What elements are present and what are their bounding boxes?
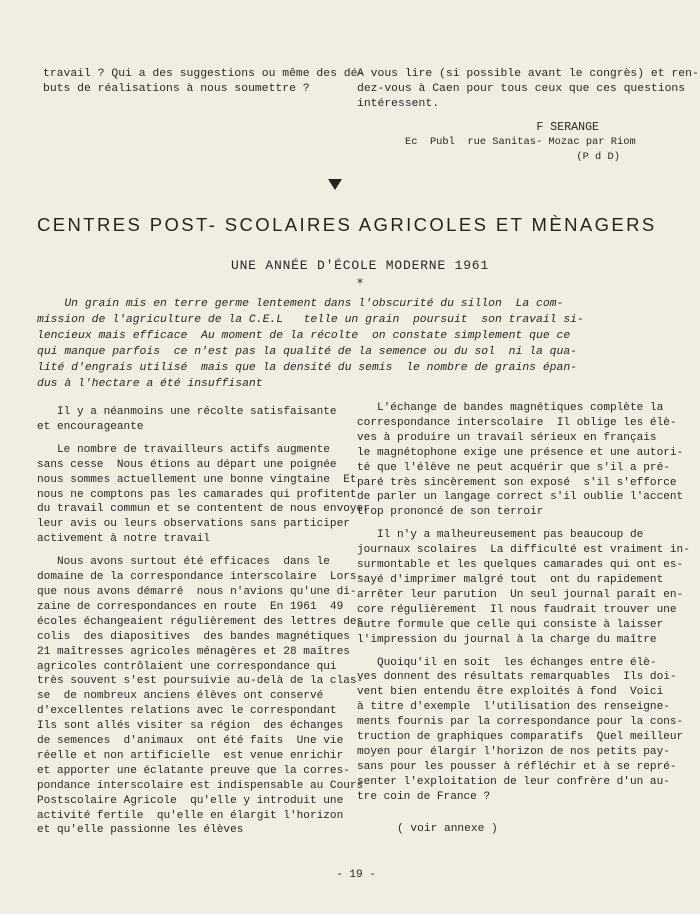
text-line: surmontable et les quelques camarades qui ont es- bbox=[357, 559, 684, 572]
star-separator: * bbox=[357, 276, 363, 290]
text-line: paré très sincèrement son exposé s'il s'efforce bbox=[357, 476, 677, 489]
text-line: domaine de la correspondance interscolaire Lors- bbox=[37, 571, 364, 584]
text-line: Postscolaire Agricole qu'elle y introduit une bbox=[37, 794, 344, 807]
text-line: ves à produire un travail sérieux en français bbox=[357, 431, 657, 444]
paragraph bbox=[37, 405, 347, 435]
text-line: core régulièrement Il nous faudrait trouver une bbox=[357, 603, 677, 616]
text-line: nous ne comptons pas les camarades qui profitent bbox=[37, 488, 357, 501]
text-line: sayé d'imprimer malgré tout ont du rapidement bbox=[357, 573, 664, 586]
text-line: vent bien entendu être exploités à fond Voici bbox=[357, 686, 664, 699]
text-line: trop prononcé de son terroir bbox=[357, 506, 544, 519]
text-line: sans pour les pousser à réfléchir et à se repré- bbox=[357, 760, 677, 773]
text-line: d'excellentes relations avec le correspondant bbox=[37, 705, 337, 718]
text-line: dus à l'hectare a été insuffisant bbox=[37, 378, 263, 391]
text-line: que nous avons démarré nous n'avions qu'une di- bbox=[37, 585, 357, 598]
text-line: lencieux mais efficace Au moment de la récolte on constate simplement que ce bbox=[37, 330, 571, 343]
text-line: Le nombre de travailleurs actifs augmente bbox=[37, 443, 330, 456]
text-line: ves donnent des résultats remarquables Ils doi- bbox=[357, 671, 677, 684]
text-line: moyen pour élargir l'horizon de nos petits pay- bbox=[357, 745, 670, 758]
left-column bbox=[37, 405, 370, 838]
text-line: autre formule que celle qui consiste à laisser bbox=[357, 618, 664, 631]
text-line: Nous avons surtout été efficaces dans le bbox=[37, 556, 330, 569]
signature-block bbox=[405, 120, 665, 165]
text-line: colis des diapositives des bandes magnétiques bbox=[37, 630, 350, 643]
text-line: Il n'y a malheureusement pas beaucoup de bbox=[357, 529, 644, 542]
text-line: nous sommes actuellement une bonne vingtaine Et bbox=[37, 473, 357, 486]
text-line: leur avis ou leurs observations sans participer bbox=[37, 518, 350, 531]
text-line: qui manque parfois ce n'est pas la qualité de la semence ou du sol ni la qua- bbox=[37, 346, 578, 359]
text-line: travail ? Qui a des suggestions ou même des dé- bbox=[43, 68, 365, 80]
text-line: Quoiqu'il en soit les échanges entre élè- bbox=[357, 656, 657, 669]
text-line: Il y a néanmoins une récolte satisfaisante bbox=[37, 406, 337, 418]
text-line: truction de graphiques comparatifs Quel meilleur bbox=[357, 731, 684, 744]
text-line: du travail commun et se contentent de nous envoyer bbox=[37, 503, 370, 516]
paragraph bbox=[357, 401, 684, 520]
paragraph bbox=[357, 656, 684, 805]
right-column bbox=[357, 401, 690, 805]
text-line: très souvent s'est poursuivie au-delà de la clas- bbox=[37, 675, 364, 688]
text-line: écoles échangeaient régulièrement des lettres des bbox=[37, 615, 364, 628]
paragraph bbox=[357, 528, 690, 647]
signature-department: (P d D) bbox=[576, 151, 620, 163]
text-line: activité fertile qu'elle en élargit l'horizon bbox=[37, 809, 344, 822]
text-line: de parler un langage correct s'il oublie l'accent bbox=[357, 491, 684, 504]
text-line: se de nombreux anciens élèves ont conservé bbox=[37, 690, 324, 703]
text-line: lité d'engrais utilisé mais que la densité du semis le nombre de grains épan- bbox=[37, 362, 578, 375]
text-line: 21 maîtresses agricoles ménagères et 28 maîtres bbox=[37, 645, 350, 658]
text-line: sans cesse Nous étions au départ une poignée bbox=[37, 458, 337, 471]
text-line: dez-vous à Caen pour tous ceux que ces questions bbox=[357, 83, 686, 96]
text-line: ments fournis par la correspondance pour la cons- bbox=[357, 716, 684, 729]
text-line: journaux scolaires La difficulté est vraiment in- bbox=[357, 544, 690, 557]
page-number: - 19 - bbox=[336, 869, 376, 881]
paragraph bbox=[37, 443, 370, 547]
text-line: tre coin de France ? bbox=[357, 790, 491, 803]
text-line: té que l'élève ne peut acquérir que s'il a pré- bbox=[357, 461, 670, 474]
text-line: de semences d'animaux ont été faits Une vie bbox=[37, 735, 344, 748]
text-line: réelle et non artificielle est venue enrichir bbox=[37, 749, 344, 762]
text-line: zaine de correspondances en route En 1961 49 bbox=[37, 600, 344, 613]
text-line: le magnétophone exige une présence et une autori- bbox=[357, 446, 684, 459]
text-line: activement à notre travail bbox=[37, 533, 211, 546]
text-line: Ils sont allés visiter sa région des échanges bbox=[37, 720, 344, 733]
top-right-text bbox=[357, 67, 699, 113]
signature-name: F SERANGE bbox=[536, 121, 599, 134]
text-line: l'impression du journal à la charge du maître bbox=[357, 633, 657, 646]
paragraph bbox=[37, 555, 364, 838]
text-line: et apporter une éclatante preuve que la corres- bbox=[37, 764, 350, 777]
text-line: et encourageante bbox=[37, 420, 144, 433]
section-title: CENTRES POST- SCOLAIRES AGRICOLES ET MÈNAGERS bbox=[37, 214, 657, 235]
text-line: à titre d'exemple l'utilisation des renseigne- bbox=[357, 701, 670, 714]
text-line: L'échange de bandes magnétiques complète la bbox=[357, 402, 664, 414]
text-line: A vous lire (si possible avant le congrès) et ren- bbox=[357, 68, 699, 80]
text-line: pondance interscolaire est indispensable au Cours bbox=[37, 779, 364, 792]
text-line: intéressent. bbox=[357, 98, 440, 111]
text-line: buts de réalisations à nous soumettre ? bbox=[43, 83, 310, 96]
top-left-text bbox=[43, 67, 365, 97]
annexe-reference: ( voir annexe ) bbox=[397, 823, 498, 835]
section-subtitle: UNE ANNÉE D'ÉCOLE MODERNE 1961 bbox=[230, 258, 490, 273]
signature-address: Ec Publ rue Sanitas- Mozac par Riom bbox=[405, 136, 636, 148]
text-line: et qu'elle passionne les élèves bbox=[37, 824, 244, 837]
text-line: agricoles contrôlaient une correspondance qui bbox=[37, 660, 337, 673]
down-triangle-icon bbox=[328, 179, 342, 190]
text-line: arrêter leur parution Un seul journal paraît en- bbox=[357, 588, 684, 601]
intro-paragraph bbox=[37, 296, 667, 393]
text-line: correspondance interscolaire Il oblige les élè- bbox=[357, 416, 677, 429]
text-line: mission de l'agriculture de la C.E.L telle un grain poursuit son travail si- bbox=[37, 314, 584, 327]
text-line: Un grain mis en terre germe lentement dans l'obscurité du sillon La com- bbox=[37, 298, 564, 310]
text-line: senter l'exploitation de leur confrère d'un au- bbox=[357, 775, 670, 788]
